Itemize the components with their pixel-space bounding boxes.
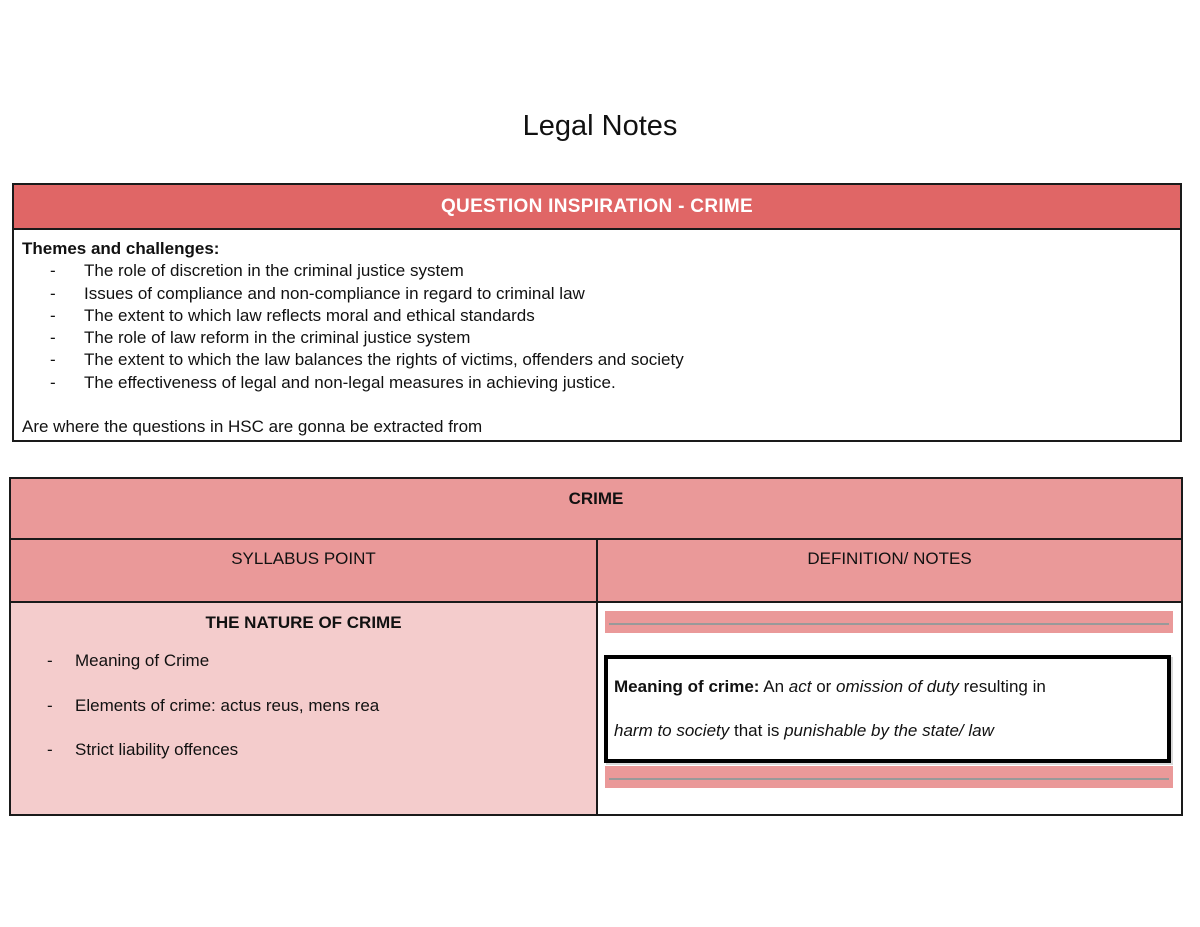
definition-text: An	[759, 677, 789, 696]
theme-text: Issues of compliance and non-compliance in regard to criminal law	[84, 283, 585, 303]
list-item	[47, 696, 596, 741]
definition-emphasis: act	[788, 677, 812, 696]
list-item	[50, 283, 1172, 305]
themes-list	[22, 260, 1172, 394]
dash-bullet: -	[47, 651, 53, 670]
list-item	[47, 651, 596, 696]
list-item	[47, 740, 596, 785]
question-inspiration-box	[12, 183, 1182, 442]
definition-emphasis: punishable by the state/ law	[784, 721, 994, 740]
theme-text: The role of law reform in the criminal justice system	[84, 328, 471, 348]
syllabus-point-text: Meaning of Crime	[75, 651, 210, 670]
dash-bullet: -	[50, 261, 56, 281]
question-inspiration-footer: Are where the questions in HSC are gonna be extracted from	[22, 417, 483, 437]
list-item	[50, 327, 1172, 349]
document-title: Legal Notes	[522, 110, 678, 142]
definition-emphasis: omission of duty	[836, 677, 959, 696]
highlight-bar	[605, 611, 1173, 633]
syllabus-list	[11, 651, 596, 785]
themes-subheading: Themes and challenges:	[22, 239, 220, 258]
list-item	[50, 372, 1172, 394]
definition-term: Meaning of crime:	[614, 677, 760, 696]
theme-text: The role of discretion in the criminal justice system	[84, 261, 464, 281]
crime-table-row	[11, 603, 1181, 814]
dash-bullet: -	[47, 740, 53, 759]
column-header-notes: DEFINITION/ NOTES	[807, 549, 972, 568]
crime-table	[9, 477, 1183, 816]
question-inspiration-header: QUESTION INSPIRATION - CRIME	[14, 185, 1180, 230]
definition-emphasis: harm to society	[614, 721, 730, 740]
dash-bullet: -	[50, 350, 56, 370]
theme-text: The effectiveness of legal and non-legal measures in achieving justice.	[84, 372, 616, 392]
question-inspiration-body	[14, 230, 1180, 438]
list-item	[50, 349, 1172, 371]
divider	[609, 778, 1169, 780]
dash-bullet: -	[50, 305, 56, 325]
theme-text: The extent to which the law balances the rights of victims, offenders and society	[84, 350, 684, 370]
definition-text: that is	[729, 721, 785, 740]
section-title: THE NATURE OF CRIME	[205, 613, 402, 632]
dash-bullet: -	[50, 372, 56, 392]
definition-box	[604, 655, 1171, 763]
theme-text: The extent to which law reflects moral and ethical standards	[84, 305, 535, 325]
list-item	[50, 260, 1172, 282]
column-header-syllabus: SYLLABUS POINT	[11, 540, 598, 601]
crime-table-column-headers	[11, 540, 1181, 603]
syllabus-point-text: Elements of crime: actus reus, mens rea	[75, 695, 380, 715]
highlight-bar	[605, 766, 1173, 788]
list-item	[50, 305, 1172, 327]
dash-bullet: -	[50, 328, 56, 348]
definition-text: resulting in	[958, 677, 1046, 696]
dash-bullet: -	[50, 283, 56, 303]
crime-table-header: CRIME	[11, 479, 1181, 540]
dash-bullet: -	[47, 695, 53, 715]
notes-cell	[598, 603, 1181, 814]
divider	[609, 623, 1169, 625]
syllabus-point-text: Strict liability offences	[75, 740, 239, 759]
definition-text: or	[811, 677, 837, 696]
syllabus-cell	[11, 603, 598, 814]
